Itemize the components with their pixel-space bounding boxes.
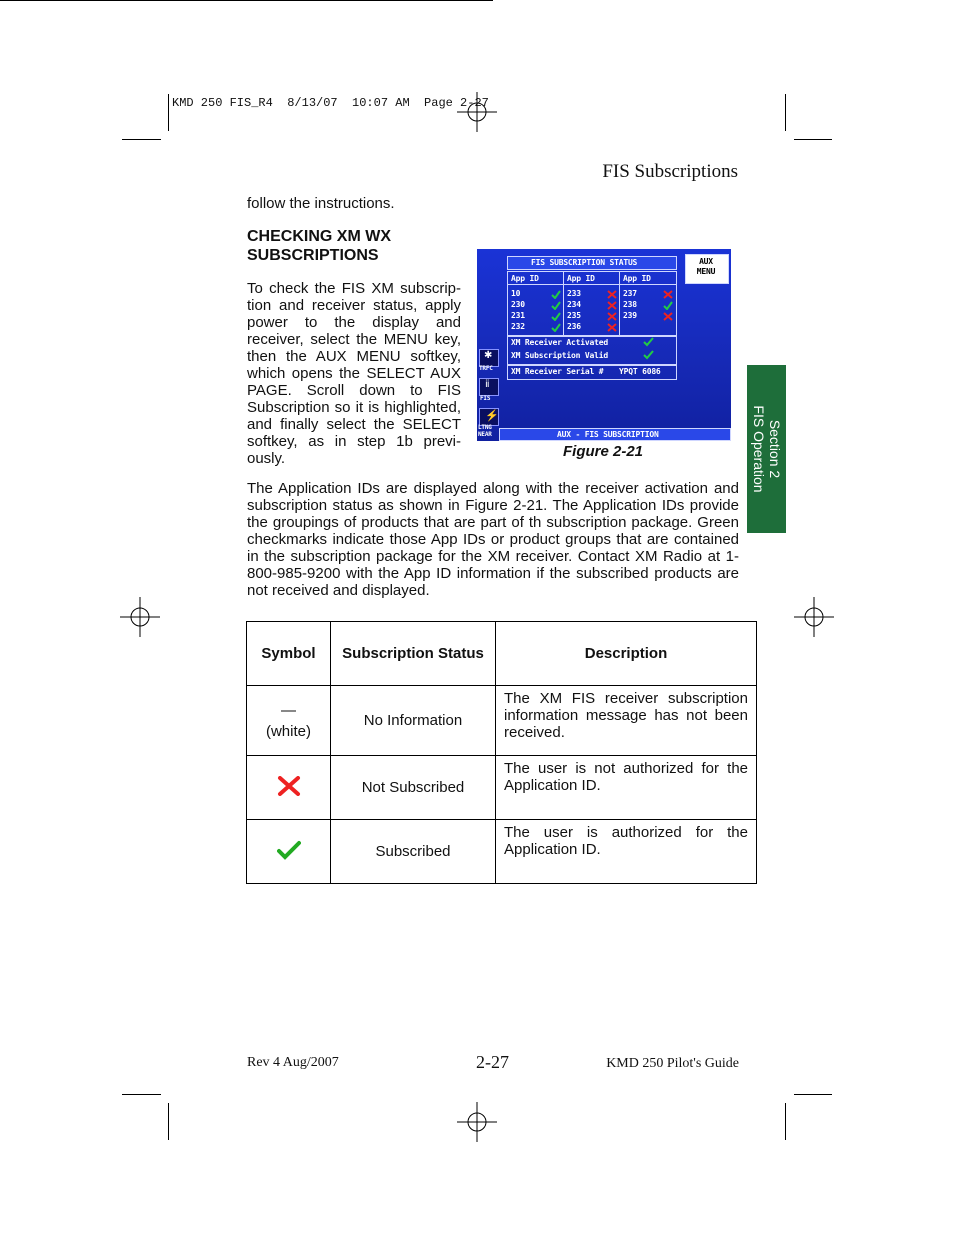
side-label-ltng: LTNG NEAR (478, 424, 492, 438)
intro-text: follow the instructions. (247, 195, 395, 212)
registration-mark-icon (120, 597, 160, 637)
footer-guide-title: KMD 250 Pilot's Guide (606, 1056, 739, 1071)
red-x-icon (277, 776, 301, 796)
app-id-value: 236 (567, 322, 581, 331)
traffic-icon[interactable]: ✱ (479, 349, 499, 367)
green-check-icon (551, 323, 561, 332)
receiver-serial-value: YPQT 6086 (619, 367, 661, 376)
registration-mark-icon (794, 597, 834, 637)
app-id-value: 237 (623, 289, 637, 298)
instructions-paragraph: To check the FIS XM subscrip-tion and receiver status, apply power to the display and receiver, select the MENU key, then the AUX MENU softkey, which opens the SELECT AUX PAGE. Scroll down to FIS Subscription so it is highlighted, and finally select the SELECT softkey, as in step 1b previ-ously. (247, 280, 461, 467)
green-check-icon (643, 350, 654, 360)
table-header: Description (496, 622, 757, 686)
green-check-icon (551, 290, 561, 299)
print-slug: KMD 250 FIS_R4 8/13/07 10:07 AM Page 2-27 (172, 96, 489, 110)
side-label-trfc: TRFC (479, 365, 493, 372)
aux-menu-softkey[interactable]: AUX MENU (696, 257, 716, 276)
app-id-value: 234 (567, 300, 581, 309)
section-heading: CHECKING XM WX SUBSCRIPTIONS (247, 228, 391, 264)
subscription-valid-label: XM Subscription Valid (511, 351, 608, 360)
red-x-icon (663, 290, 673, 299)
receiver-serial-label: XM Receiver Serial # (511, 367, 604, 376)
footer-revision: Rev 4 Aug/2007 (247, 1055, 339, 1070)
page-header-title: FIS Subscriptions (602, 161, 738, 182)
header-rule (0, 0, 493, 1)
green-check-icon (663, 301, 673, 310)
symbol-cell (247, 820, 331, 884)
description-cell: The user is not authorized for the Application ID. (496, 756, 757, 820)
green-check-icon (277, 840, 301, 860)
red-x-icon (607, 290, 617, 299)
app-id-value: 230 (511, 300, 525, 309)
fis-subscription-screen (477, 249, 731, 441)
table-row (247, 820, 757, 884)
figure-caption: Figure 2-21 (563, 443, 644, 460)
red-x-icon (607, 323, 617, 332)
col-header-1: App ID (511, 274, 539, 283)
col-header-2: App ID (567, 274, 595, 283)
registration-mark-icon (457, 1102, 497, 1142)
table-row (247, 686, 757, 756)
table-header-row (247, 622, 757, 686)
app-id-value: 233 (567, 289, 581, 298)
col-header-3: App ID (623, 274, 651, 283)
green-check-icon (643, 337, 654, 347)
status-cell: Subscribed (331, 820, 496, 884)
lightning-icon[interactable]: ⚡ (479, 408, 499, 426)
red-x-icon (663, 312, 673, 321)
description-cell: The user is authorized for the Application ID. (496, 820, 757, 884)
subscription-status-table (246, 621, 757, 884)
red-x-icon (607, 312, 617, 321)
section-side-tab (747, 365, 786, 533)
table-header: Symbol (247, 622, 331, 686)
app-id-paragraph: The Application IDs are displayed along with the receiver activation and subscription status as shown in Figure 2-21. The Application IDs provide the groupings of products that are part of th subscription package. Green checkmarks indicate those App IDs or product groups that are contained in the subscription package for the XM receiver. Contact XM Radio at 1-800-985-9200 with the App ID information if the subscribed products are not received and displayed. (247, 480, 739, 599)
footer-page-number: 2-27 (476, 1052, 509, 1072)
symbol-note: (white) (265, 722, 311, 740)
green-check-icon (551, 301, 561, 310)
side-tab-section: Section 2 (767, 419, 783, 479)
status-cell: Not Subscribed (331, 756, 496, 820)
app-id-value: 10 (511, 289, 521, 298)
side-label-fis: FIS (480, 395, 491, 402)
app-id-value: 235 (567, 311, 581, 320)
table-header: Subscription Status (331, 622, 496, 686)
dash-symbol: — (281, 701, 296, 719)
red-x-icon (607, 301, 617, 310)
status-cell: No Information (331, 686, 496, 756)
app-id-value: 231 (511, 311, 525, 320)
receiver-activated-label: XM Receiver Activated (511, 338, 608, 347)
app-id-value: 232 (511, 322, 525, 331)
app-id-value: 239 (623, 311, 637, 320)
screen-title: FIS SUBSCRIPTION STATUS (531, 258, 638, 267)
table-row (247, 756, 757, 820)
symbol-cell (247, 686, 331, 756)
app-id-value: 238 (623, 300, 637, 309)
fis-icon[interactable]: ⅱ (479, 378, 499, 396)
symbol-cell (247, 756, 331, 820)
description-cell: The XM FIS receiver subscription information message has not been received. (496, 686, 757, 756)
green-check-icon (551, 312, 561, 321)
side-tab-title: FIS Operation (751, 405, 767, 493)
screen-footer: AUX - FIS SUBSCRIPTION (557, 430, 659, 439)
